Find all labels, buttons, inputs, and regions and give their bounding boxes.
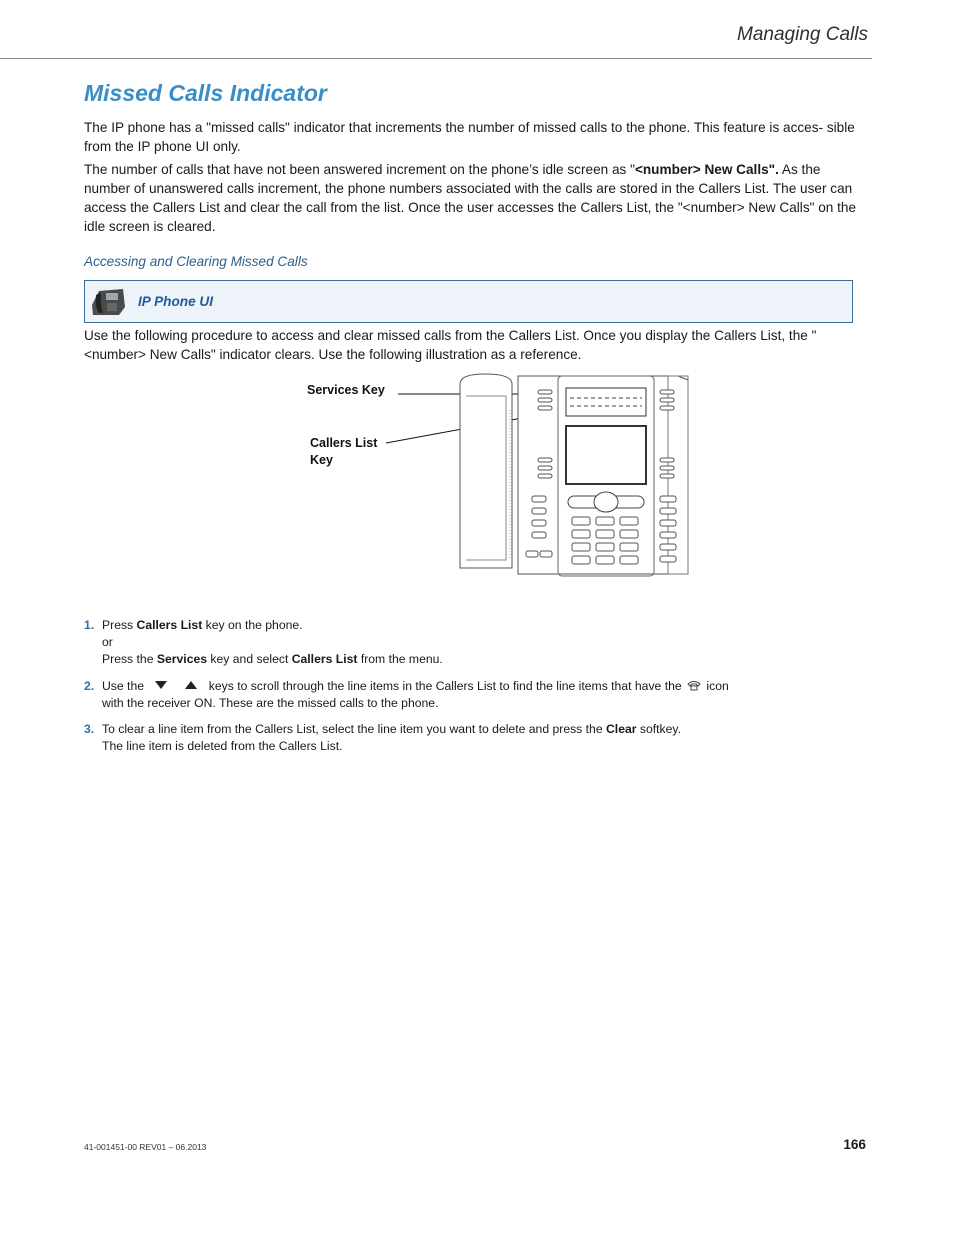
step-3-line-2: The line item is deleted from the Callers List. <box>102 739 343 753</box>
up-arrow-icon <box>185 681 197 689</box>
left-mid-keys <box>538 458 552 478</box>
new-calls-bold: <number> New Calls". <box>634 162 779 177</box>
step-1-a-post: key on the phone. <box>202 618 303 632</box>
clear-bold: Clear <box>606 722 637 736</box>
step-3-pre: To clear a line item from the Callers List, select the line item you want to delete and press the <box>102 722 606 736</box>
main-display <box>566 426 646 484</box>
step-3 <box>102 721 802 755</box>
subheading: Accessing and Clearing Missed Calls <box>84 254 308 269</box>
page-title: Missed Calls Indicator <box>84 80 327 106</box>
ip-phone-ui-callout <box>84 280 853 323</box>
footer-doc-id: 41-001451-00 REV01 – 06.2013 <box>84 1142 207 1152</box>
intro-paragraph: The IP phone has a "missed calls" indicator that increments the number of missed calls to the phone. This feature is acces- sible from the IP phone UI only. <box>84 120 855 154</box>
step-1 <box>102 617 802 668</box>
step-1-line-b <box>102 651 802 668</box>
page-number: 166 <box>843 1137 866 1152</box>
step-1-a-pre: Press <box>102 618 137 632</box>
right-mid-keys <box>660 458 674 478</box>
step-1-or: or <box>102 635 113 649</box>
step-1-b-pre: Press the <box>102 652 157 666</box>
para2-text-a: The number of calls that have not been answered increment on the phone’s idle screen as " <box>84 162 635 177</box>
down-arrow-icon <box>155 681 167 689</box>
header-rule <box>0 58 872 59</box>
desk-phone-icon <box>89 287 127 317</box>
step-3-number: 3. <box>84 722 95 736</box>
callers-label-line1: Callers List <box>310 436 378 450</box>
right-top-keys <box>660 390 674 410</box>
receiver-on-icon <box>687 679 701 691</box>
top-display <box>566 388 646 416</box>
step-3-line-1 <box>102 721 802 738</box>
services-bold: Services <box>156 652 208 666</box>
section-header: Managing Calls <box>737 24 868 45</box>
callout-label: IP Phone UI <box>138 294 214 309</box>
callers-list-bold: Callers List <box>136 618 203 632</box>
callers-list-bold-2: Callers List <box>291 652 358 666</box>
services-key-label: Services Key <box>307 383 385 397</box>
step-2-line-1 <box>102 678 802 695</box>
ip-phone-illustration <box>300 370 700 585</box>
step-2 <box>102 678 802 712</box>
step-2-mid: keys to scroll through the line items in the Callers List to find the line items that have the <box>208 679 682 693</box>
step-1-b-mid: key and select <box>207 652 292 666</box>
handset <box>460 374 512 568</box>
procedure-paragraph: Use the following procedure to access and clear missed calls from the Callers List. Once you display the Callers List, the "<number> New Calls" indicator clears. Use the following illustration as a reference. <box>84 328 817 362</box>
step-2-line-2: with the receiver ON. These are the missed calls to the phone. <box>102 696 439 710</box>
nav-center <box>594 492 618 512</box>
left-top-keys <box>538 390 552 410</box>
callers-label-line2: Key <box>310 453 333 467</box>
step-1-line-a <box>102 617 802 634</box>
step-2-number: 2. <box>84 679 95 693</box>
missed-calls-paragraph <box>84 160 869 236</box>
step-2-pre: Use the <box>102 679 145 693</box>
para2-text-b: As the number of unanswered calls increment, the phone numbers associated with the calls are stored in the Callers List. The user can access the Callers List and clear the call from the list. Once the user accesses the Callers List, the "<number> New Calls" on the idle screen is cleared. <box>84 162 857 234</box>
step-1-b-post: from the menu. <box>357 652 443 666</box>
step-3-post: softkey. <box>636 722 681 736</box>
up-down-arrow-keys-icon <box>153 679 199 691</box>
step-2-post: icon <box>706 679 729 693</box>
step-1-number: 1. <box>84 618 95 632</box>
